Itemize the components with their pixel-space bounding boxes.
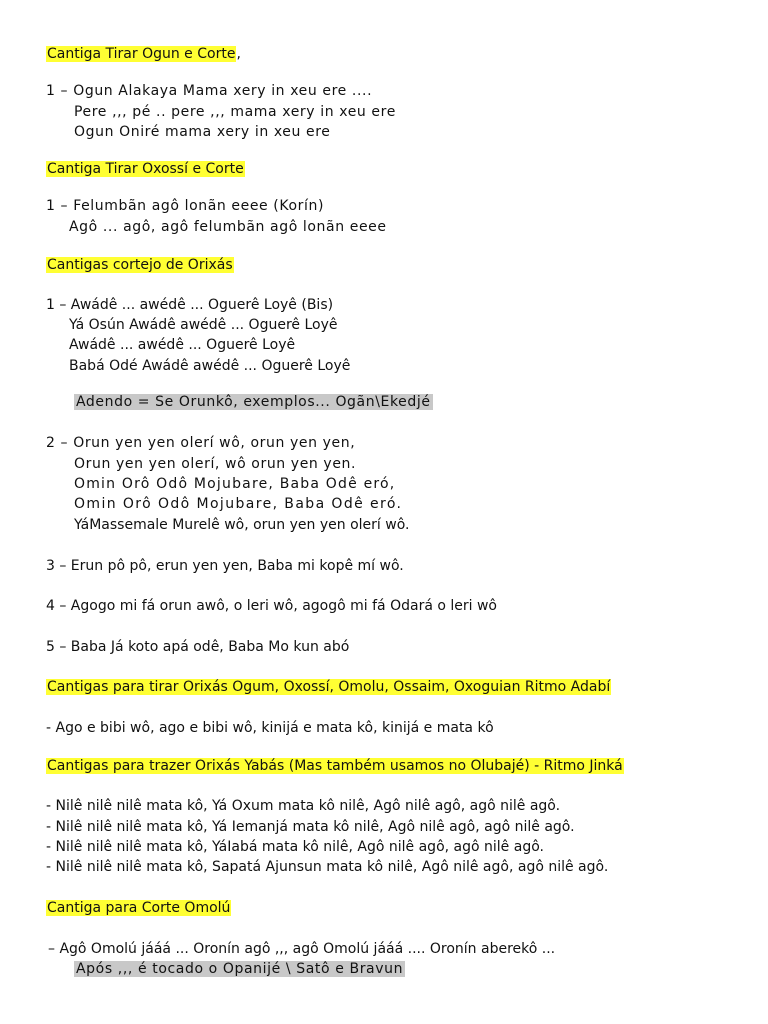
song-line: 1 – Ogun Alakaya Mama xery in xeu ere .... (46, 83, 373, 99)
song-line: - Nilê nilê nilê mata kô, Yá Oxum mata kô nilê, Agô nilê agô, agô nilê agô. (46, 798, 561, 814)
song-line: Awádê ... awédê ... Oguerê Loyê (69, 337, 296, 353)
song-line: 1 – Awádê ... awédê ... Oguerê Loyê (Bis) (46, 297, 334, 313)
heading-highlight: Cantigas cortejo de Orixás (47, 257, 233, 273)
song-line: 5 – Baba Já koto apá odê, Baba Mo kun abó (46, 639, 350, 655)
note-adendo (74, 392, 433, 412)
song-line: 3 – Erun pô pô, erun yen yen, Baba mi kopê mí wô. (46, 558, 404, 574)
note-highlight: Adendo = Se Orunkô, exemplos... Ogãn\Ekedjé (76, 394, 431, 410)
song-line: 1 – Felumbãn agô lonãn eeee (Korín) (46, 198, 325, 214)
section-heading-yabas (46, 756, 624, 776)
song-line: Babá Odé Awádê awédê ... Oguerê Loyê (69, 358, 351, 374)
note-apos (74, 959, 405, 979)
song-line: Yá Osún Awádê awédê ... Oguerê Loyê (69, 317, 338, 333)
section-heading-oxossi (46, 159, 245, 179)
song-line: - Nilê nilê nilê mata kô, Yá Iemanjá mata kô nilê, Agô nilê agô, agô nilê agô. (46, 819, 575, 835)
heading-highlight: Cantigas para tirar Orixás Ogum, Oxossí, Omolu, Ossaim, Oxoguian Ritmo Adabí (47, 679, 611, 695)
section-heading-ogun (46, 44, 241, 64)
heading-highlight: Cantigas para trazer Orixás Yabás (Mas também usamos no Olubajé) - Ritmo Jinká (47, 758, 623, 774)
song-line: 4 – Agogo mi fá orun awô, o leri wô, agogô mi fá Odará o leri wô (46, 598, 497, 614)
section-heading-cortejo (46, 255, 234, 275)
section-heading-tirar-orixas (46, 677, 611, 697)
heading-highlight: Cantiga Tirar Ogun e Corte (47, 46, 236, 62)
song-line: - Nilê nilê nilê mata kô, Sapatá Ajunsun mata kô nilê, Agô nilê agô, agô nilê agô. (46, 859, 609, 875)
note-highlight: Após ,,, é tocado o Opanijé \ Satô e Bravun (76, 961, 404, 977)
song-line: - Nilê nilê nilê mata kô, YáIabá mata kô nilê, Agô nilê agô, agô nilê agô. (46, 839, 544, 855)
heading-suffix: , (236, 46, 241, 62)
song-line: Agô ... agô, agô felumbãn agô lonãn eeee (69, 219, 387, 235)
song-line: Omin Orô Odô Mojubare, Baba Odê eró, (74, 476, 396, 492)
song-line: Pere ,,, pé .. pere ,,, mama xery in xeu ere (74, 104, 396, 120)
song-line: 2 – Orun yen yen olerí wô, orun yen yen, (46, 435, 356, 451)
heading-highlight: Cantiga Tirar Oxossí e Corte (47, 161, 244, 177)
song-line: – Agô Omolú jááá ... Oronín agô ,,, agô Omolú jááá .... Oronín aberekô ... (48, 941, 556, 957)
song-line: Ogun Oniré mama xery in xeu ere (74, 124, 331, 140)
song-line: Omin Orô Odô Mojubare, Baba Odê eró. (74, 496, 403, 512)
song-line: Orun yen yen olerí, wô orun yen yen. (74, 456, 357, 472)
heading-highlight: Cantiga para Corte Omolú (47, 900, 231, 916)
section-heading-omolu (46, 898, 231, 918)
song-line: YáMassemale Murelê wô, orun yen yen olerí wô. (74, 517, 410, 533)
song-line: - Ago e bibi wô, ago e bibi wô, kinijá e mata kô, kinijá e mata kô (46, 720, 494, 736)
